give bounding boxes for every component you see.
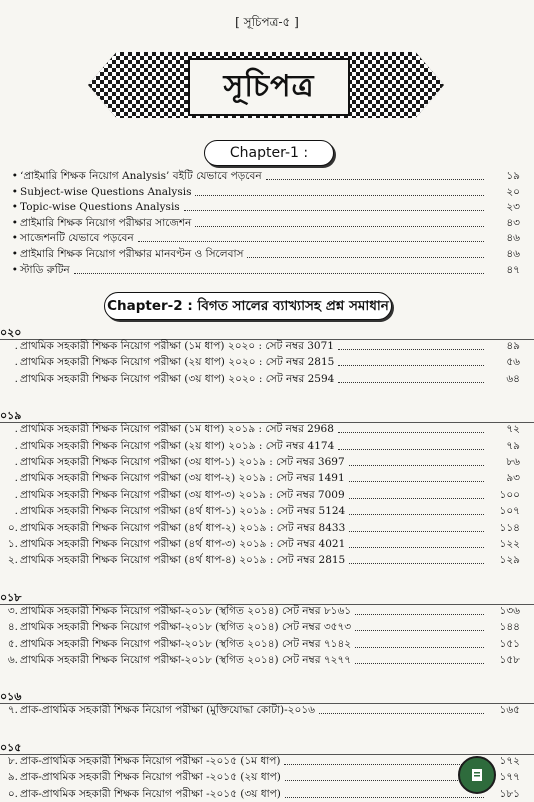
dot-leader <box>184 210 484 211</box>
entry-title: প্রাইমারি শিক্ষক নিয়োগ পরীক্ষার সাজেশন <box>20 216 192 229</box>
dot-leader <box>349 531 484 532</box>
entry-number: • <box>11 185 18 198</box>
entry-page-number: ১১৪ <box>499 521 520 534</box>
toc-entry[interactable] <box>0 636 520 652</box>
entry-number: ৩. <box>7 604 18 617</box>
dot-leader <box>355 614 484 615</box>
entry-title: Topic-wise Questions Analysis <box>20 201 180 214</box>
dot-leader <box>349 547 484 548</box>
dot-leader <box>355 663 484 664</box>
dot-leader <box>338 449 484 450</box>
page-title: সূচিপত্র <box>188 58 350 116</box>
entry-page-number: ১২২ <box>499 538 520 550</box>
toc-entry[interactable] <box>0 371 520 387</box>
entry-number: • <box>11 170 18 182</box>
toc-entry[interactable] <box>0 487 520 503</box>
year-heading: ০১৮ <box>0 590 22 604</box>
dot-leader <box>349 563 484 564</box>
entry-number: ৯. <box>7 771 18 784</box>
dot-leader <box>349 514 484 515</box>
entry-number: • <box>11 232 18 245</box>
dot-leader <box>247 257 484 258</box>
entry-number: . <box>14 423 18 436</box>
entry-page-number: ৯৩ <box>506 472 520 485</box>
dot-leader <box>138 241 484 242</box>
dot-leader <box>355 630 484 631</box>
entry-title: প্রাথমিক সহকারী শিক্ষক নিয়োগ পরীক্ষা (৩য় ধাপ-১) ২০১৯ : সেট নম্বর 3697 <box>20 456 345 468</box>
entry-page-number: ৬৪ <box>506 372 520 385</box>
entry-title: প্রাথমিক সহকারী শিক্ষক নিয়োগ পরীক্ষা-২০১৮ (স্থগিত ২০১৪) সেট নম্বর ৩৫৭৩ <box>20 621 352 634</box>
entry-title: প্রাথমিক সহকারী শিক্ষক নিয়োগ পরীক্ষা (২য় ধাপ) ২০১৯ : সেট নম্বর 4174 <box>20 439 335 452</box>
entry-page-number: ২০ <box>506 185 520 198</box>
entry-page-number: ১৬৫ <box>499 704 520 717</box>
dot-leader <box>74 273 484 274</box>
entry-number: . <box>14 505 18 518</box>
toc-entry[interactable] <box>0 603 520 619</box>
entry-page-number: ১৫১ <box>499 637 520 650</box>
dot-leader <box>338 382 484 383</box>
dot-leader <box>349 498 484 499</box>
entry-title: প্রাক-প্রাথমিক সহকারী শিক্ষক নিয়োগ পরীক্ষা -২০১৫ (৩য় ধাপ) <box>20 787 281 800</box>
entry-number: . <box>14 472 18 485</box>
year-heading: ০১৬ <box>0 690 22 704</box>
entry-title: প্রাথমিক সহকারী শিক্ষক নিয়োগ পরীক্ষা-২০১৮ (স্থগিত ২০১৪) সেট নম্বর ৮১৬১ <box>20 604 352 617</box>
entry-title: প্রাক-প্রাথমিক সহকারী শিক্ষক নিয়োগ পরীক্ষা (মুক্তিযোদ্ধা কোটা)-২০১৬ <box>20 704 315 717</box>
entry-page-number: ৪৬ <box>506 232 520 245</box>
entry-number: . <box>14 456 18 468</box>
toc-entry[interactable] <box>0 503 520 519</box>
toc-entry[interactable] <box>0 168 520 184</box>
page-header: [ সূচিপত্র-৫ ] <box>235 15 299 29</box>
entry-title: প্রাথমিক সহকারী শিক্ষক নিয়োগ পরীক্ষা (৩য় ধাপ-২) ২০১৯ : সেট নম্বর 1491 <box>20 472 345 485</box>
entry-number: ৪. <box>7 621 18 634</box>
entry-page-number: ৮৬ <box>506 456 520 468</box>
entry-number: ১. <box>7 538 18 550</box>
toc-entry[interactable] <box>0 619 520 635</box>
toc-entry[interactable] <box>0 199 520 215</box>
entry-number: ২. <box>7 554 18 567</box>
entry-title: প্রাথমিক সহকারী শিক্ষক নিয়োগ পরীক্ষা-২০১৮ (স্থগিত ২০১৪) সেট নম্বর ৭১৪২ <box>20 637 352 650</box>
dot-leader <box>266 179 484 180</box>
year-heading: ০১৫ <box>0 740 22 754</box>
entry-page-number: ১২৯ <box>499 554 520 567</box>
dot-leader <box>285 797 484 798</box>
entry-number: . <box>14 488 18 501</box>
entry-number: . <box>14 356 18 369</box>
entry-title: সাজেশনটি যেভাবে পড়বেন <box>20 232 134 245</box>
entry-page-number: ১৩৬ <box>499 604 520 617</box>
toc-entry[interactable] <box>0 215 520 231</box>
toc-entry[interactable] <box>0 354 520 370</box>
entry-number: ০. <box>7 787 18 800</box>
entry-page-number: ১০০ <box>499 488 520 501</box>
entry-number: ৮. <box>7 754 18 767</box>
entry-page-number: ১০৭ <box>499 505 520 518</box>
toc-entry[interactable] <box>0 470 520 486</box>
corner-logo-badge <box>458 756 496 794</box>
entry-number: ৫. <box>7 637 18 650</box>
entry-page-number: ১৫৮ <box>499 654 520 666</box>
entry-page-number: ১৭৭ <box>499 771 520 784</box>
entry-title: প্রাথমিক সহকারী শিক্ষক নিয়োগ পরীক্ষা (১ম ধাপ) ২০১৯ : সেট নম্বর 2968 <box>20 423 334 436</box>
dot-leader <box>195 226 484 227</box>
dot-leader <box>195 195 484 196</box>
entry-page-number: ১৪৪ <box>499 621 520 634</box>
entry-page-number: ৭৯ <box>506 439 520 452</box>
toc-entry[interactable] <box>0 753 520 769</box>
entry-title: প্রাথমিক সহকারী শিক্ষক নিয়োগ পরীক্ষা (৪র্থ ধাপ-৪) ২০১৯ : সেট নম্বর 2815 <box>20 554 346 567</box>
toc-entry[interactable] <box>0 536 520 552</box>
toc-entry[interactable] <box>0 338 520 354</box>
entry-number: • <box>11 201 18 214</box>
entry-title: প্রাইমারি শিক্ষক নিয়োগ পরীক্ষার মানবণ্টন ও সিলেবাস <box>20 248 244 260</box>
entry-page-number: ৪৬ <box>506 248 520 260</box>
entry-number: . <box>14 340 18 352</box>
toc-entry[interactable] <box>0 454 520 470</box>
year-heading: ০২০ <box>0 326 22 339</box>
chapter-2-heading: Chapter-2 : বিগত সালের ব্যাখ্যাসহ প্রশ্ন সমাধান <box>104 292 392 320</box>
entry-page-number: ৪৯ <box>506 340 520 352</box>
entry-title: প্রাথমিক সহকারী শিক্ষক নিয়োগ পরীক্ষা (৩য় ধাপ) ২০২০ : সেট নম্বর 2594 <box>20 372 335 385</box>
toc-entry[interactable] <box>0 652 520 668</box>
entry-title: স্টাডি রুটিন <box>20 263 70 276</box>
entry-title: প্রাক-প্রাথমিক সহকারী শিক্ষক নিয়োগ পরীক্ষা -২০১৫ (২য় ধাপ) <box>20 771 281 784</box>
entry-title: প্রাথমিক সহকারী শিক্ষক নিয়োগ পরীক্ষা (২য় ধাপ) ২০২০ : সেট নম্বর 2815 <box>20 356 335 369</box>
toc-entry[interactable] <box>0 421 520 437</box>
toc-entry[interactable] <box>0 769 520 785</box>
entry-page-number: ২৩ <box>506 201 520 214</box>
entry-page-number: ৪৩ <box>506 216 520 229</box>
entry-number: ০. <box>7 521 18 534</box>
entry-title: প্রাথমিক সহকারী শিক্ষক নিয়োগ পরীক্ষা (৩য় ধাপ-৩) ২০১৯ : সেট নম্বর 7009 <box>20 488 345 501</box>
chapter-1-heading: Chapter-1 : <box>204 140 334 166</box>
dot-leader <box>338 349 484 350</box>
entry-title: Subject-wise Questions Analysis <box>20 185 192 198</box>
entry-title: প্রাথমিক সহকারী শিক্ষক নিয়োগ পরীক্ষা (৪র্থ ধাপ-২) ২০১৯ : সেট নম্বর 8433 <box>20 521 346 534</box>
toc-entry[interactable] <box>0 520 520 536</box>
entry-title: প্রাথমিক সহকারী শিক্ষক নিয়োগ পরীক্ষা (১ম ধাপ) ২০২০ : সেট নম্বর 3071 <box>20 340 334 352</box>
toc-entry[interactable] <box>0 438 520 454</box>
entry-number: . <box>14 372 18 385</box>
entry-number: • <box>11 248 18 260</box>
toc-entry[interactable] <box>0 246 520 262</box>
toc-entry[interactable] <box>0 786 520 802</box>
entry-page-number: ১৮১ <box>499 787 520 800</box>
entry-page-number: ১৯ <box>506 170 520 182</box>
dot-leader <box>349 481 484 482</box>
dot-leader <box>284 764 484 765</box>
entry-title: প্রাথমিক সহকারী শিক্ষক নিয়োগ পরীক্ষা (৪র্থ ধাপ-১) ২০১৯ : সেট নম্বর 5124 <box>20 505 346 518</box>
entry-title: প্রাক-প্রাথমিক সহকারী শিক্ষক নিয়োগ পরীক্ষা -২০১৫ (১ম ধাপ) <box>20 754 281 767</box>
toc-entry[interactable] <box>0 552 520 568</box>
entry-number: • <box>11 216 18 229</box>
entry-page-number: ৪৭ <box>506 263 520 276</box>
year-heading: ০১৯ <box>0 409 22 423</box>
entry-title: ‘প্রাইমারি শিক্ষক নিয়োগ Analysis’ বইটি যেভাবে পড়বেন <box>20 170 262 182</box>
entry-number: . <box>14 439 18 452</box>
entry-page-number: ৭২ <box>506 423 520 436</box>
toc-entry[interactable] <box>0 702 520 718</box>
entry-title: প্রাথমিক সহকারী শিক্ষক নিয়োগ পরীক্ষা (৪র্থ ধাপ-৩) ২০১৯ : সেট নম্বর 4021 <box>20 538 346 550</box>
toc-entry[interactable] <box>0 184 520 200</box>
dot-leader <box>355 647 484 648</box>
toc-entry[interactable] <box>0 230 520 246</box>
toc-entry[interactable] <box>0 262 520 278</box>
dot-leader <box>338 365 484 366</box>
entry-title: প্রাথমিক সহকারী শিক্ষক নিয়োগ পরীক্ষা-২০১৮ (স্থগিত ২০১৪) সেট নম্বর ৭২৭৭ <box>20 654 352 666</box>
dot-leader <box>338 432 484 433</box>
entry-page-number: ৫৬ <box>506 356 520 369</box>
entry-number: ৬. <box>7 654 18 666</box>
dot-leader <box>285 780 484 781</box>
entry-page-number: ১৭২ <box>499 754 520 767</box>
dot-leader <box>349 465 484 466</box>
dot-leader <box>319 713 484 714</box>
entry-number: • <box>11 263 18 276</box>
entry-number: ৭. <box>7 704 18 717</box>
